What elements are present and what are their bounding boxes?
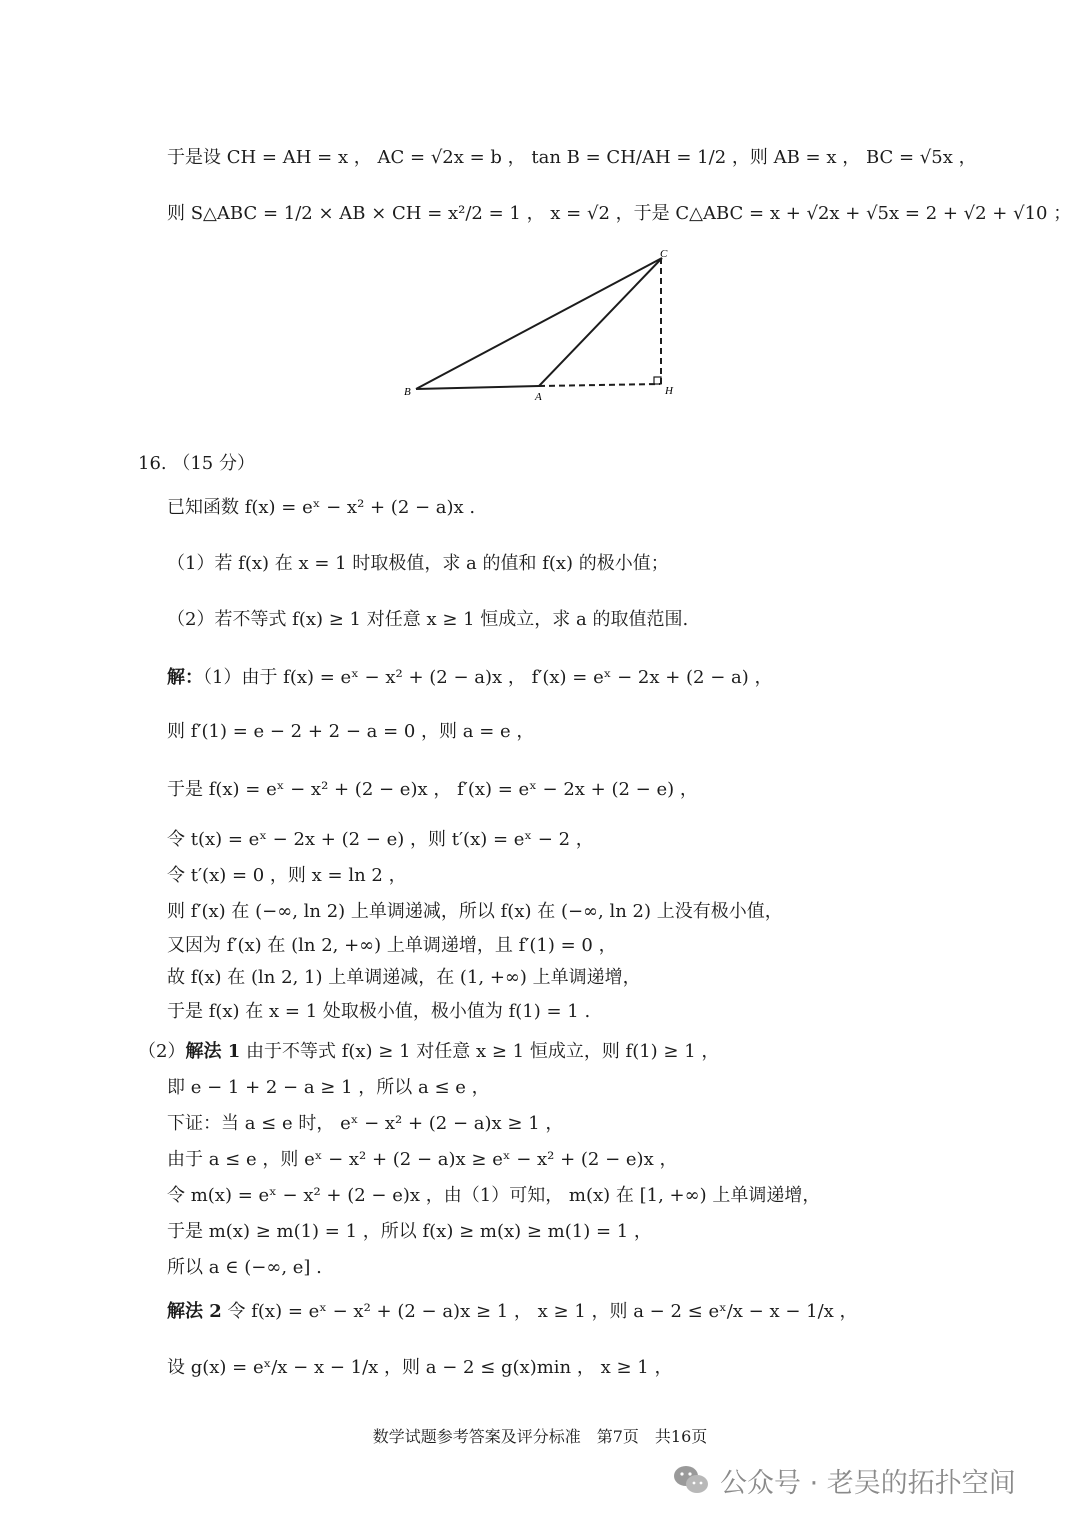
method1-line-1 xyxy=(138,1040,719,1064)
right-angle-mark xyxy=(654,377,661,384)
solution-step-5: 令 t′(x) = 0 ，则 x = ln 2 ， xyxy=(167,865,407,886)
page-footer: 数学试题参考答案及评分标准 第7页 共16页 xyxy=(372,1427,708,1446)
method1-prefix: （2） xyxy=(138,1041,186,1062)
solution-step-6: 则 f′(x) 在 (−∞, ln 2) 上单调递减，所以 f(x) 在 (−∞, ln 2) 上没有极小值， xyxy=(167,901,783,922)
method1-line-1-text: 由于不等式 f(x) ≥ 1 对任意 x ≥ 1 恒成立，则 f(1) ≥ 1 ， xyxy=(240,1041,720,1062)
problem-question-1: （1）若 f(x) 在 x = 1 时取极值，求 a 的值和 f(x) 的极小值； xyxy=(167,553,669,574)
triangle-figure xyxy=(398,246,698,406)
solution-step-7: 又因为 f′(x) 在 (ln 2, +∞) 上单调递增，且 f′(1) = 0 ， xyxy=(167,935,617,956)
solution-line-1: 于是设 CH = AH = x ， AC = √2x = b ， tan B = CH/AH = 1/2 ，则 AB = x ， BC = √5x ， xyxy=(167,147,977,168)
segment-BA xyxy=(416,386,539,389)
method2-line-1-text: 令 f(x) = eˣ − x² + (2 − a)x ≥ 1 ， x ≥ 1 ，则 a − 2 ≤ eˣ/x − x − 1/x ， xyxy=(221,1301,858,1322)
wechat-icon xyxy=(672,1463,710,1497)
method2-label: 解法 2 xyxy=(167,1301,222,1322)
solution-step-2: 则 f′(1) = e − 2 + 2 − a = 0 ，则 a = e ， xyxy=(167,721,535,742)
solution-step-9: 于是 f(x) 在 x = 1 处取极小值，极小值为 f(1) = 1 . xyxy=(167,1001,591,1022)
method1-line-5: 令 m(x) = eˣ − x² + (2 − e)x ，由（1）可知， m(x) 在 [1, +∞) 上单调递增， xyxy=(167,1185,821,1206)
method1-line-6: 于是 m(x) ≥ m(1) = 1 ，所以 f(x) ≥ m(x) ≥ m(1) = 1 ， xyxy=(167,1221,652,1242)
problem-stem: 已知函数 f(x) = eˣ − x² + (2 − a)x . xyxy=(167,497,476,518)
label-H: H xyxy=(665,385,673,397)
label-A: A xyxy=(535,391,542,403)
method1-line-4: 由于 a ≤ e ，则 eˣ − x² + (2 − a)x ≥ eˣ − x² + (2 − e)x ， xyxy=(167,1149,678,1170)
method2-line-1 xyxy=(167,1300,858,1324)
watermark-text: 公众号 · 老吴的拓扑空间 xyxy=(720,1467,1016,1499)
problem-question-2: （2）若不等式 f(x) ≥ 1 对任意 x ≥ 1 恒成立，求 a 的取值范围. xyxy=(167,609,689,630)
solution-line-2: 则 S△ABC = 1/2 × AB × CH = x²/2 = 1 ， x = √2 ，于是 C△ABC = x + √2x + √5x = 2 + √2 + √10 ； xyxy=(167,203,1072,224)
method1-label: 解法 1 xyxy=(185,1041,241,1062)
watermark xyxy=(672,1456,1016,1504)
method2-line-2: 设 g(x) = eˣ/x − x − 1/x ，则 a − 2 ≤ g(x)min ， x ≥ 1 ， xyxy=(167,1357,673,1378)
segment-AC xyxy=(539,258,662,386)
segment-BC xyxy=(416,258,662,389)
method1-line-2: 即 e − 1 + 2 − a ≥ 1 ，所以 a ≤ e ， xyxy=(167,1077,490,1098)
solution-step-8: 故 f(x) 在 (ln 2, 1) 上单调递减，在 (1, +∞) 上单调递增， xyxy=(167,967,641,988)
solution-step-4: 令 t(x) = eˣ − 2x + (2 − e) ，则 t′(x) = eˣ − 2 ， xyxy=(167,829,594,850)
solution-step-1 xyxy=(167,666,773,690)
solution-step-3: 于是 f(x) = eˣ − x² + (2 − e)x ， f′(x) = eˣ − 2x + (2 − e) ， xyxy=(167,779,698,800)
label-B: B xyxy=(404,386,411,398)
method1-line-7: 所以 a ∈ (−∞, e] . xyxy=(167,1257,322,1278)
problem-number: 16. （15 分） xyxy=(138,453,255,474)
solution-step-1-text: （1）由于 f(x) = eˣ − x² + (2 − a)x ， f′(x) = eˣ − 2x + (2 − a) ， xyxy=(203,667,773,688)
label-C: C xyxy=(660,248,668,260)
segment-AH-dashed xyxy=(539,384,660,386)
method1-line-3: 下证：当 a ≤ e 时， eˣ − x² + (2 − a)x ≥ 1 ， xyxy=(167,1113,564,1134)
solution-label: 解： xyxy=(167,667,203,688)
